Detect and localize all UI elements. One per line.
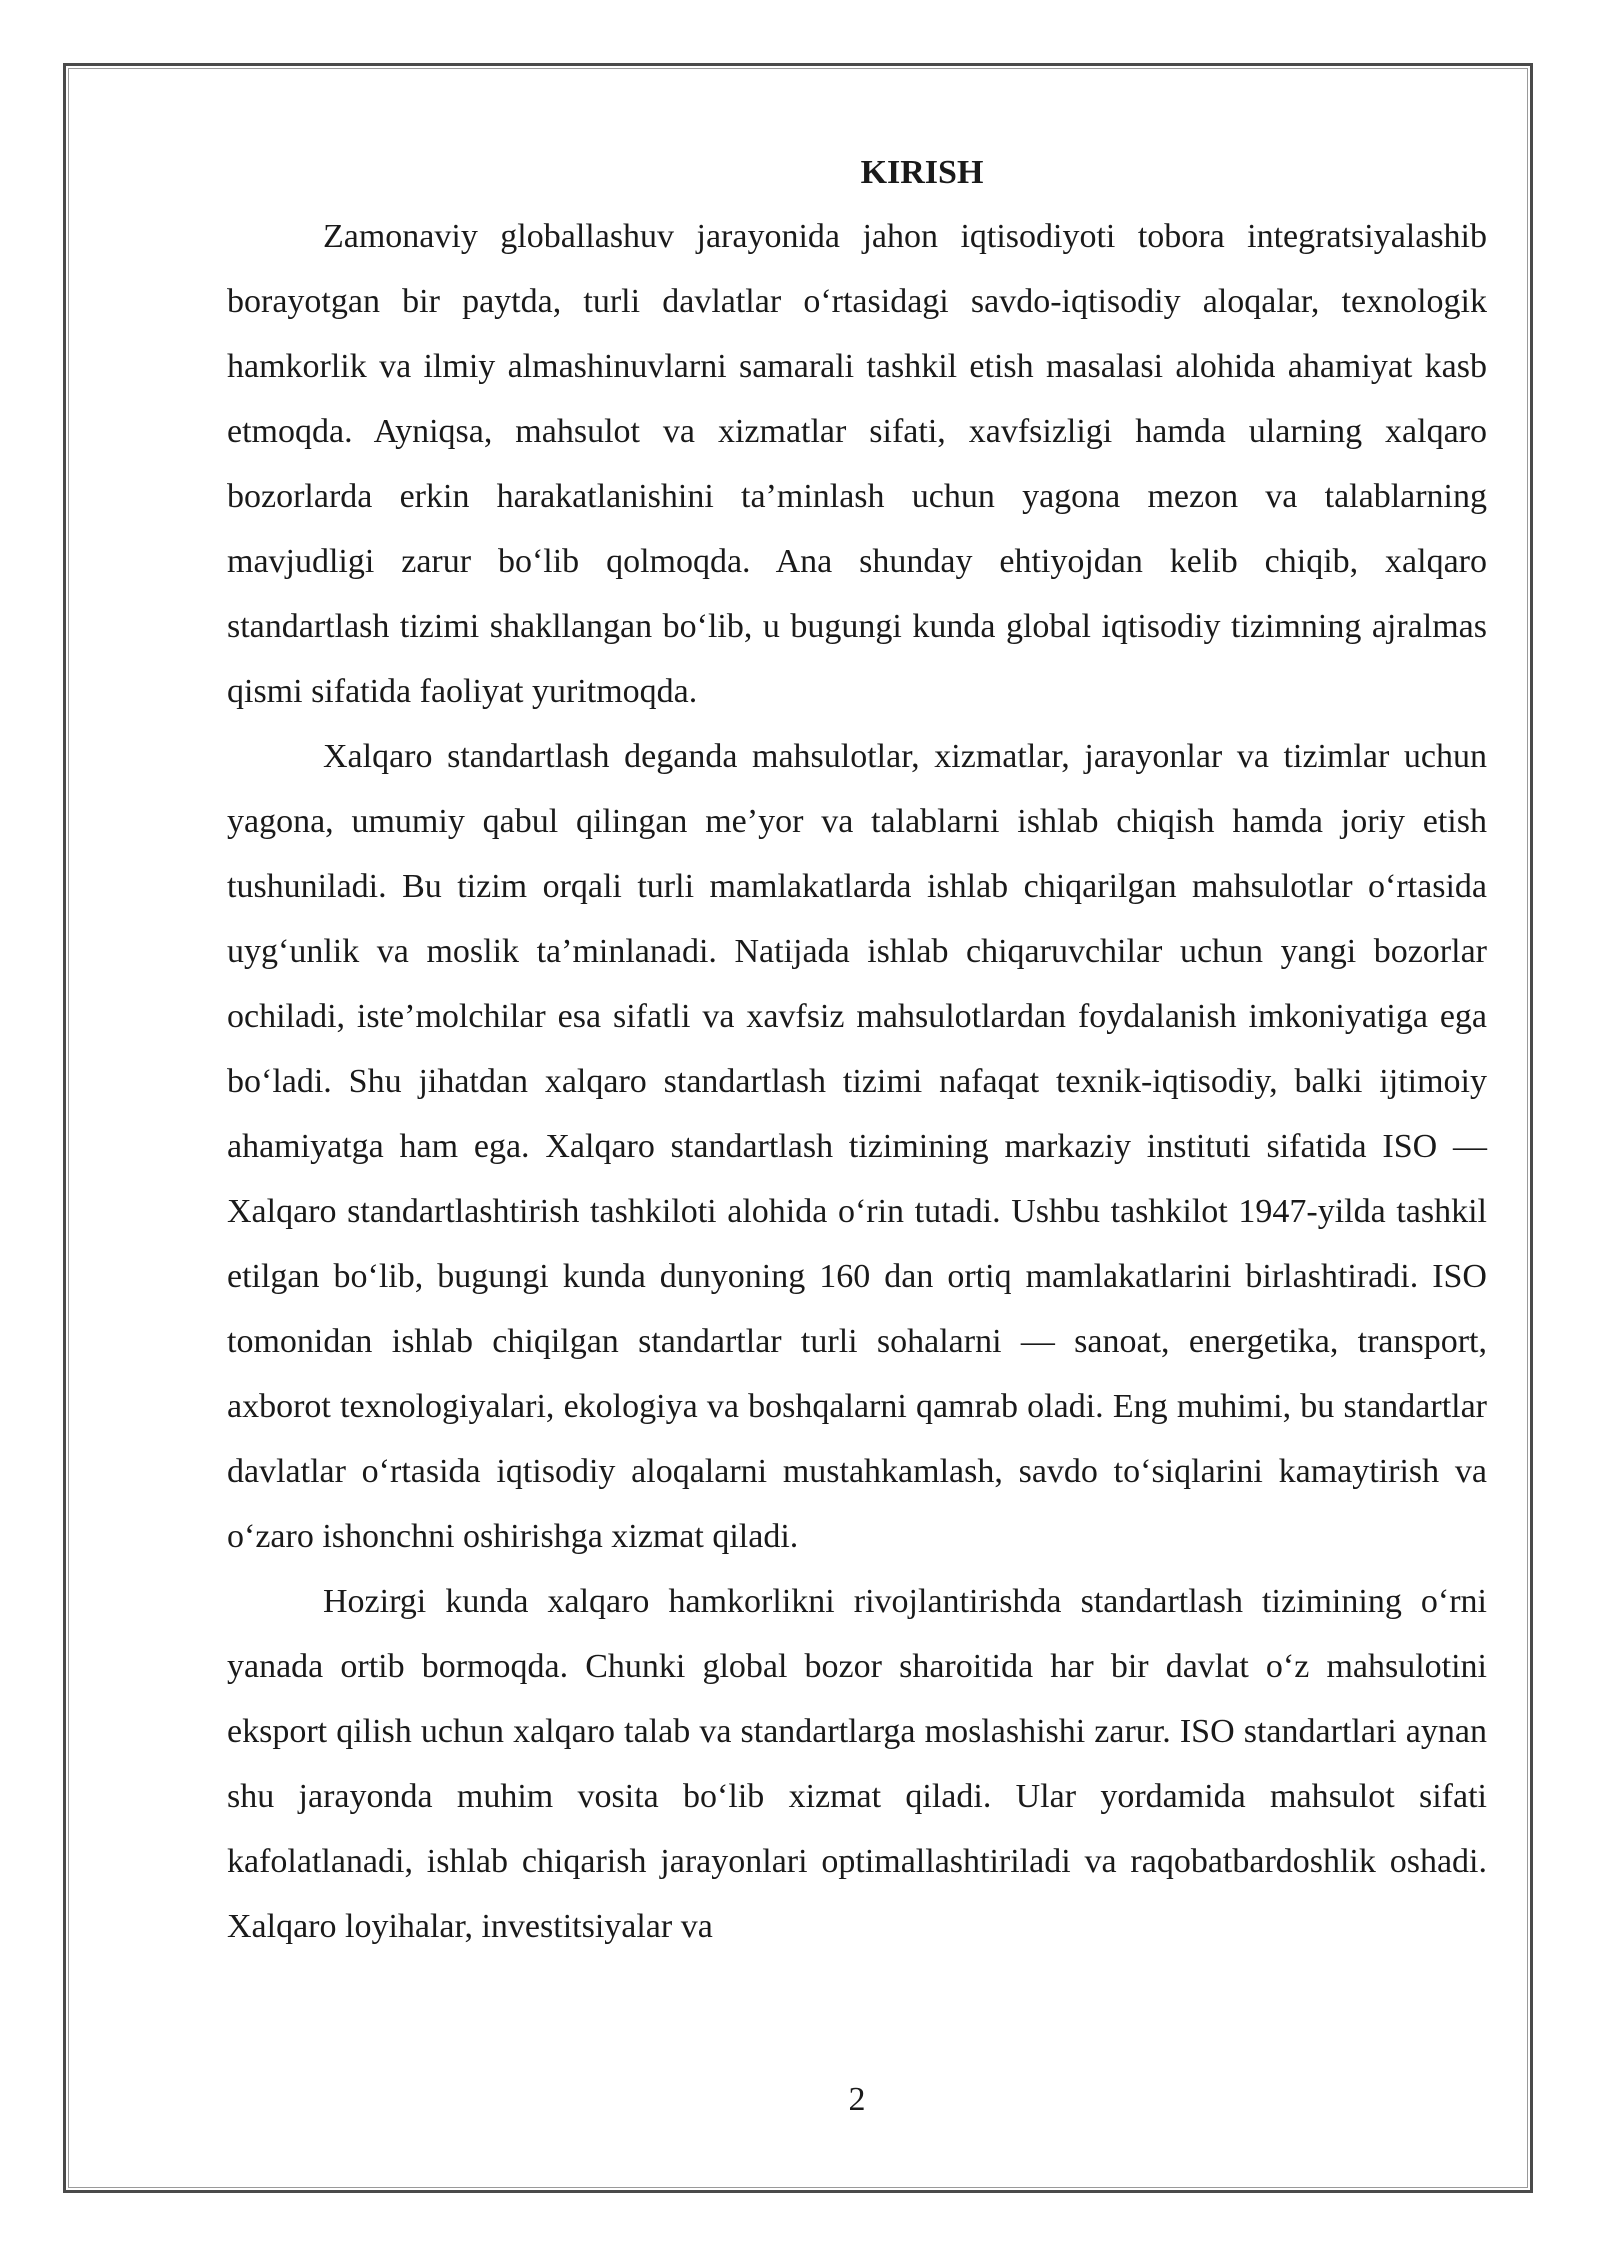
paragraph-intro: Zamonaviy globallashuv jarayonida jahon iqtisodiyoti tobora integratsiyalashib borayotgan bir paytda, turli davlatlar o‘rtasidagi savdo-iqtisodiy aloqalar, texnologik hamkorlik va ilmiy almashinuvlarni samarali tashkil etish masalasi alohida ahamiyat kasb etmoqda. Ayniqsa, mahsulot va xizmatlar sifati, xavfsizligi hamda ularning xalqaro bozorlarda erkin harakatlanishini ta’minlash uchun yagona mezon va talablarning mavjudligi zarur bo‘lib qolmoqda. Ana shunday ehtiyojdan kelib chiqib, xalqaro standartlash tizimi shakllangan bo‘lib, u bugungi kunda global iqtisodiy tizimning ajralmas qismi sifatida faoliyat yuritmoqda. <box>227 218 1487 710</box>
paragraph-standardization: Xalqaro standartlash deganda mahsulotlar, xizmatlar, jarayonlar va tizimlar uchun yagona, umumiy qabul qilingan me’yor va talablarni ishlab chiqish hamda joriy etish tushuniladi. Bu tizim orqali turli mamlakatlarda ishlab chiqarilgan mahsulotlar o‘rtasida uyg‘unlik va moslik ta’minlanadi. Natijada ishlab chiqaruvchilar uchun yangi bozorlar ochiladi, iste’molchilar esa sifatli va xavfsiz mahsulotlardan foydalanish imkoniyatiga ega bo‘ladi. Shu jihatdan xalqaro standartlash tizimi nafaqat texnik-iqtisodiy, balki ijtimoiy ahamiyatga ham ega. Xalqaro standartlash tizimining markaziy instituti sifatida ISO — Xalqaro standartlashtirish tashkiloti alohida o‘rin tutadi. Ushbu tashkilot 1947-yilda tashkil etilgan bo‘lib, bugungi kunda dunyoning 160 dan ortiq mamlakatlarini birlashtiradi. ISO tomonidan ishlab chiqilgan standartlar turli sohalarni — sanoat, energetika, transport, axborot texnologiyalari, ekologiya va boshqalarni qamrab oladi. Eng muhimi, bu standartlar davlatlar o‘rtasida iqtisodiy aloqalarni mustahkamlash, savdo to‘siqlarini kamaytirish va o‘zaro ishonchni oshirishga xizmat qiladi. <box>227 738 1487 1555</box>
section-title: KIRISH <box>860 154 984 191</box>
paragraph-cooperation: Hozirgi kunda xalqaro hamkorlikni rivojlantirishda standartlash tizimining o‘rni yanada ortib bormoqda. Chunki global bozor sharoitida har bir davlat o‘z mahsulotini eksport qilish uchun xalqaro talab va standartlarga moslashishi zarur. ISO standartlari aynan shu jarayonda muhim vosita bo‘lib xizmat qiladi. Ular yordamida mahsulot sifati kafolatlanadi, ishlab chiqarish jarayonlari optimallashtiriladi va raqobatbardoshlik oshadi. Xalqaro loyihalar, investitsiyalar va <box>227 1583 1487 1945</box>
document-body <box>227 142 1487 1959</box>
page-number: 2 <box>848 2081 866 2118</box>
